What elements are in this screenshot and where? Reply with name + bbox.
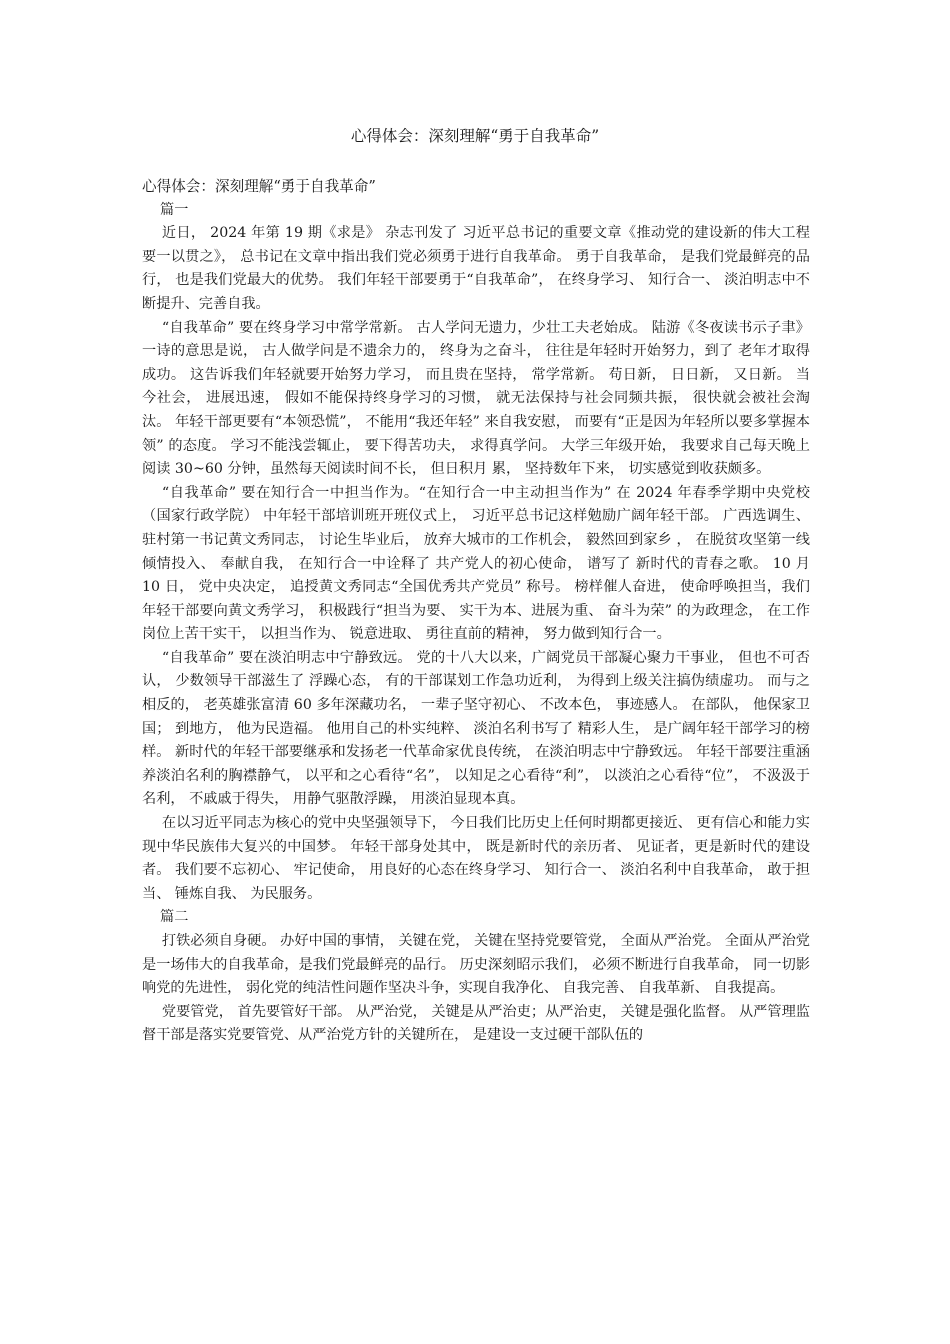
document-title: 心得体会：深刻理解“勇于自我革命” <box>350 127 600 145</box>
paragraph: “自我革命” 要在终身学习中常学常新。 古人学问无遗力，少壮工夫老始成。 陆游《冬夜读书示子聿》 一诗的意思是说， 古人做学问是不遗余力的， 终身为之奋斗， 往往是年轻时开始努力，到了 老年才取得成功。 这告诉我们年轻就要开始努力学习， 而且贵在坚持， 常学常新。 苟日新， 日日新， 又日新。 当今社会， 进展迅速， 假如不能保持终身学习的习惯， 就无法保持与社会同频共振， 很快就会被社会淘汰。 年轻干部更要有“本领恐慌”， 不能用“我还年轻” 来自我安慰， 而要有“正是因为年轻所以要多掌握本领” 的态度。 学习不能浅尝辄止， 要下得苦功夫， 求得真学问。 大学三年级开始， 我要求自己每天晚上阅读 30~60 分钟，虽然每天阅读时间不长， 但日积月 累， 坚持数年下来， 切实感觉到收获颇多。 <box>142 319 810 478</box>
document-body <box>142 175 810 1048</box>
paragraph: 党要管党， 首先要管好干部。 从严治党， 关键是从严治吏；从严治吏， 关键是强化监督。 从严管理监督干部是落实党要管党、从严治党方针的关键所在， 是建设一支过硬干部队伍的 <box>142 1003 810 1044</box>
paragraph: “自我革命” 要在知行合一中担当作为。“在知行合一中主动担当作为” 在 2024 年春季学期中央党校（国家行政学院） 中年轻干部培训班开班仪式上， 习近平总书记这样勉励广阔年轻干部。 广西选调生、 驻村第一书记黄文秀同志， 讨论生毕业后， 放弃大城市的工作机会， 毅然回到家乡 ， 在脱贫攻坚第一线倾情投入、 奉献自我， 在知行合一中诠释了 共产党人的初心使命， 谱写了 新时代的青春之歌。 10 月 10 日， 党中央决定， 追授黄文秀同志“全国优秀共产党员” 称号。 榜样催人奋进， 使命呼唤担当，我们年轻干部要向黄文秀学习， 积极践行“担当为要、 实干为本、进展为重、 奋斗为荣” 的为政理念， 在工作岗位上苦干实干， 以担当作为、 锐意进取、 勇往直前的精神， 努力做到知行合一。 <box>142 484 810 643</box>
paragraph: 近日， 2024 年第 19 期《求是》 杂志刊发了 习近平总书记的重要文章《推动党的建设新的伟大工程要一以贯之》， 总书记在文章中指出我们党必须勇于进行自我革命。 勇于自我革命， 是我们党最鲜亮的品行， 也是我们党最大的优势。 我们年轻干部要勇于“自我革命”， 在终身学习、 知行合一、 淡泊明志中不断提升、完善自我。 <box>142 225 810 312</box>
section-label: 篇一 <box>160 201 189 218</box>
paragraph: 在以习近平同志为核心的党中央坚强领导下， 今日我们比历史上任何时期都更接近、 更有信心和能力实现中华民族伟大复兴的中国梦。 年轻干部身处其中， 既是新时代的亲历者、 见证者，更是新时代的建设者。 我们要不忘初心、 牢记使命， 用良好的心态在终身学习、 知行合一、 淡泊名利中自我革命， 敢于担当、 锤炼自我、 为民服务。 <box>142 815 810 902</box>
paragraph: 打铁必须自身硬。 办好中国的事情， 关键在党， 关键在坚持党要管党， 全面从严治党。 全面从严治党是一场伟大的自我革命，是我们党最鲜亮的品行。 历史深刻昭示我们， 必须不断进行自我革命， 同一切影响党的先进性， 弱化党的纯洁性问题作坚决斗争，实现自我净化、 自我完善、 自我革新、 自我提高。 <box>142 933 810 997</box>
document-subtitle: 心得体会：深刻理解“勇于自我革命” <box>142 178 376 195</box>
section-label: 篇二 <box>160 909 189 926</box>
paragraph: “自我革命” 要在淡泊明志中宁静致远。 党的十八大以来，广阔党员干部凝心聚力干事业， 但也不可否认， 少数领导干部滋生了 浮躁心态， 有的干部谋划工作急功近利， 为得到上级关注搞伪绩虚功。 而与之相反的， 老英雄张富清 60 多年深藏功名， 一辈子坚守初心、 不改本色， 事迹感人。 在部队， 他保家卫国； 到地方， 他为民造福。 他用自己的朴实纯粹、 淡泊名利书写了 精彩人生， 是广阔年轻干部学习的榜样。 新时代的年轻干部要继承和发扬老一代革命家优良传统， 在淡泊明志中宁静致远。 年轻干部要注重涵养淡泊名利的胸襟静气， 以平和之心看待“名”， 以知足之心看待“利”， 以淡泊之心看待“位”， 不汲汲于名利， 不戚戚于得失， 用静气驱散浮躁， 用淡泊显现本真。 <box>142 649 810 808</box>
